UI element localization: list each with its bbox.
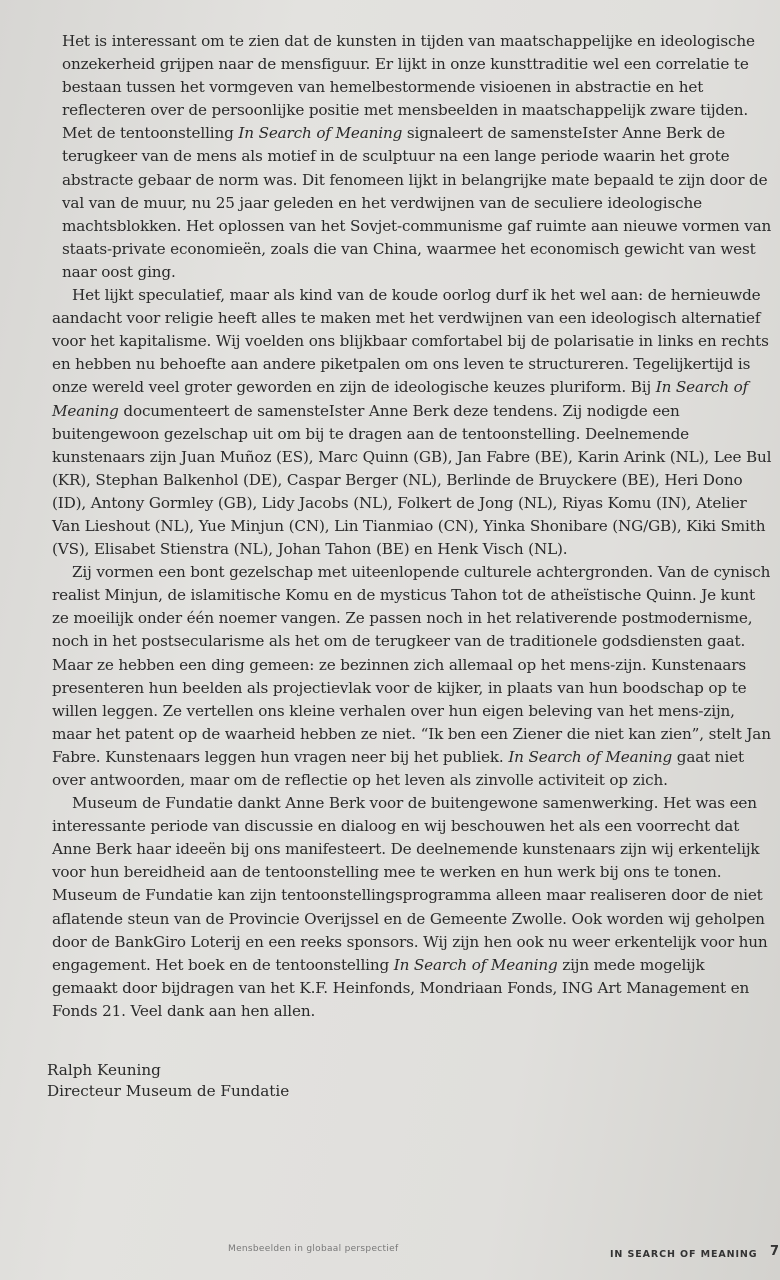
signature-title: Directeur Museum de Fundatie — [47, 1082, 290, 1100]
paragraph-3 — [52, 561, 774, 792]
signature-name: Ralph Keuning — [47, 1061, 161, 1079]
paragraph-4 — [52, 792, 774, 1023]
paragraph-1-rest: signaleert de samensteIster Anne Berk de terugkeer van de mens als motief in de sculptuur na een lange periode waarin het grote abstracte gebaar de norm was. Dit fenomeen lijkt in belangrijke mate bepaald te zijn door de val van de muur, nu 25 jaar geleden en het verdwijnen van de seculiere ideologische machtsblokken. Het oplossen van het Sovjet-communisme gaf ruimte aan nieuwe vormen van staats-private economieën, zoals die van China, waarmee het economisch gewicht van west naar oost ging. — [62, 124, 772, 281]
paragraph-2-rest: documenteert de samensteIster Anne Berk deze tendens. Zij nodigde een buitengewoon gezelschap uit om bij te dragen aan de tentoonstelling. Deelnemende kunstenaars zijn Juan Muñoz (ES), Marc Quinn (GB), Jan Fabre (BE), Karin Arink (NL), Lee Bul (KR), Stephan Balkenhol (DE), Caspar Berger (NL), Berlinde de Bruyckere (BE), Heri Dono (ID), Antony Gormley (GB), Lidy Jacobs (NL), Folkert de Jong (NL), Riyas Komu (IN), Atelier Van Lieshout (NL), Yue Minjun (CN), Lin Tianmiao (CN), Yinka Shonibare (NG/GB), Kiki Smith (VS), Elisabet Stienstra (NL), Johan Tahon (BE) en Henk Visch (NL). — [52, 401, 772, 559]
paragraph-3-text: Zij vormen een bont gezelschap met uiteenlopende culturele achtergronden. Van de cynisch realist Minjun, de islamitische Komu en de mysticus Tahon tot de atheïstische Quinn. Je kunt ze moeilijk onder één noemer vangen. Ze passen noch in het relativerende postmodernisme, noch in het postsecularisme als het om de terugkeer van de traditionele godsdiensten gaat. Maar ze hebben een ding gemeen: ze bezinnen zich allemaal op het mens-zijn. Kunstenaars presenteren hun beelden als projectievlak voor de kijker, in plaats van hun boodschap op te willen leggen. Ze vertellen ons kleine verhalen over hun eigen beleving van het mens-zijn, maar het patent op de waarheid hebben ze niet. “Ik ben een Ziener die niet kan zien”, stelt Jan Fabre. Kunstenaars leggen hun vragen neer bij het publiek. — [52, 563, 771, 766]
paragraph-2 — [52, 284, 774, 561]
body-text — [52, 30, 774, 1023]
paragraph-3-rest: gaat niet over antwoorden, maar om de reflectie op het leven als zinvolle activiteit op zich. — [52, 747, 744, 789]
paragraph-1-text: Het is interessant om te zien dat de kunsten in tijden van maatschappelijke en ideologische onzekerheid grijpen naar de mensfiguur. Er lijkt in onze kunsttraditie wel een correlatie te bestaan tussen het vormgeven van hemelbestormende visioenen in abstractie en het reflecteren over de persoonlijke positie met mensbeelden in maatschappelijk zware tijden. Met de tentoonstelling — [62, 32, 755, 143]
page-number: 7 — [770, 1244, 780, 1259]
paragraph-1-title: In Search of Meaning — [238, 124, 403, 143]
signature — [47, 1060, 289, 1102]
footer-running-title: Mensbeelden in globaal perspectief — [228, 1244, 399, 1254]
paragraph-4-rest: zijn mede mogelijk gemaakt door bijdragen van het K.F. Heinfonds, Mondriaan Fonds, ING Art Management en Fonds 21. Veel dank aan hen allen. — [52, 955, 750, 1020]
paragraph-3-title: In Search of Meaning — [508, 747, 673, 766]
paragraph-2-text: Het lijkt speculatief, maar als kind van de koude oorlog durf ik het wel aan: de hernieuwde aandacht voor religie heeft alles te maken met het verdwijnen van een ideologisch alternatief voor het kapitalisme. Wij voelden ons blijkbaar comfortabel bij de polarisatie in links en rechts en hebben nu behoefte aan andere piketpalen om ons leven te structureren. Tegelijkertijd is onze wereld veel groter geworden en zijn de ideologische keuzes pluriform. Bij — [52, 286, 769, 397]
footer-book-title: IN SEARCH OF MEANING — [610, 1249, 758, 1260]
paragraph-1 — [52, 30, 774, 284]
paragraph-4-text: Museum de Fundatie dankt Anne Berk voor de buitengewone samenwerking. Het was een interessante periode van discussie en dialoog en wij beschouwen het als een voorrecht dat Anne Berk haar ideeën bij ons manifesteert. De deelnemende kunstenaars zijn wij erkentelijk voor hun bereidheid aan de tentoonstelling mee te werken en hun werk bij ons te tonen. Museum de Fundatie kan zijn tentoonstellingsprogramma alleen maar realiseren door de niet aflatende steun van de Provincie Overijssel en de Gemeente Zwolle. Ook worden wij geholpen door de BankGiro Loterij en een reeks sponsors. Wij zijn hen ook nu weer erkentelijk voor hun engagement. Het boek en de tentoonstelling — [52, 794, 768, 974]
paragraph-2-title: In Search of Meaning — [52, 378, 749, 420]
paragraph-4-title: In Search of Meaning — [393, 955, 558, 974]
